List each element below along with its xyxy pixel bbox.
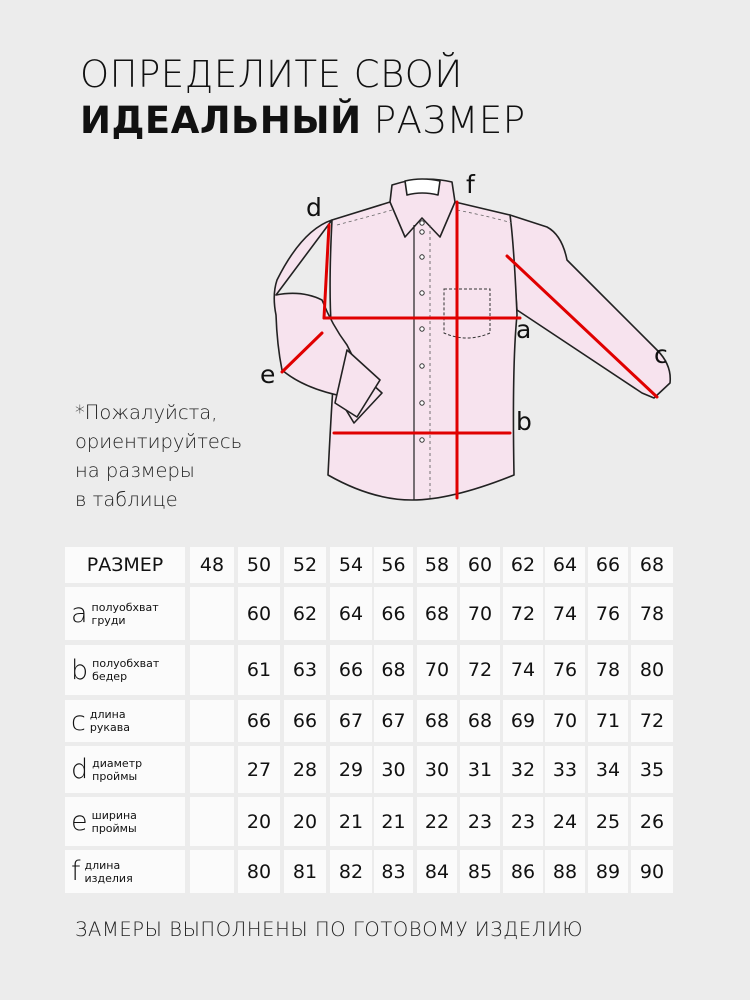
label-b: b — [516, 407, 532, 436]
size-header-cell: 48 — [190, 547, 234, 583]
measurement-description — [92, 601, 159, 627]
measurement-label-cell — [65, 587, 185, 640]
title-line-1: ОПРЕДЕЛИТЕ СВОЙ — [80, 53, 463, 96]
table-value-cell: 85 — [460, 850, 500, 893]
measurement-letter: e — [71, 806, 88, 837]
table-value-cell — [190, 700, 234, 742]
table-value-cell: 69 — [503, 700, 543, 742]
title-regular-word: РАЗМЕР — [361, 99, 526, 142]
table-value-cell: 24 — [545, 797, 585, 846]
table-value-cell: 33 — [545, 746, 585, 793]
table-value-cell: 82 — [330, 850, 372, 893]
table-value-cell: 89 — [588, 850, 628, 893]
table-value-cell: 28 — [284, 746, 326, 793]
table-value-cell: 32 — [503, 746, 543, 793]
description-line: диаметр — [92, 756, 143, 770]
label-f: f — [466, 170, 475, 199]
table-value-cell: 30 — [417, 746, 457, 793]
size-header-cell: 66 — [588, 547, 628, 583]
table-value-cell: 66 — [238, 700, 280, 742]
table-value-cell: 68 — [374, 645, 413, 695]
table-value-cell: 72 — [460, 645, 500, 695]
size-header-cell: 54 — [330, 547, 372, 583]
measurement-description — [92, 809, 137, 835]
footnote — [75, 398, 242, 514]
measurement-description — [92, 757, 142, 783]
size-header-cell: 64 — [545, 547, 585, 583]
table-value-cell: 20 — [284, 797, 326, 846]
measurement-letter: f — [71, 856, 81, 887]
table-value-cell: 78 — [631, 587, 673, 640]
description-line: полуобхват — [92, 657, 160, 670]
table-value-cell: 21 — [330, 797, 372, 846]
table-value-cell: 86 — [503, 850, 543, 893]
table-value-cell: 80 — [238, 850, 280, 893]
table-value-cell: 80 — [631, 645, 673, 695]
table-value-cell: 22 — [417, 797, 457, 846]
label-e: e — [260, 360, 276, 389]
table-value-cell: 66 — [330, 645, 372, 695]
footer-note: ЗАМЕРЫ ВЫПОЛНЕНЫ ПО ГОТОВОМУ ИЗДЕЛИЮ — [75, 918, 584, 941]
table-value-cell: 26 — [631, 797, 673, 846]
measurement-label-cell — [65, 700, 185, 742]
table-value-cell: 61 — [238, 645, 280, 695]
table-value-cell: 21 — [374, 797, 413, 846]
description-line: длина — [84, 858, 121, 872]
footnote-line: ориентируйтесь — [75, 430, 243, 453]
description-line: ширина — [91, 808, 137, 822]
table-value-cell: 76 — [545, 645, 585, 695]
description-line: рукава — [89, 721, 130, 734]
table-value-cell: 23 — [503, 797, 543, 846]
size-header-cell: 58 — [417, 547, 457, 583]
measurement-label-cell — [65, 797, 185, 846]
size-header-cell: 52 — [284, 547, 326, 583]
table-value-cell: 68 — [417, 700, 457, 742]
table-value-cell: 78 — [588, 645, 628, 695]
label-c: c — [654, 340, 668, 369]
footnote-line: на размеры — [75, 459, 195, 482]
page-title — [80, 52, 526, 144]
description-line: бедер — [92, 670, 128, 683]
label-a: a — [516, 315, 532, 344]
table-value-cell: 72 — [503, 587, 543, 640]
table-value-cell: 30 — [374, 746, 413, 793]
table-value-cell: 74 — [503, 645, 543, 695]
description-line: полуобхват — [91, 600, 159, 614]
table-header-label: РАЗМЕР — [65, 547, 185, 583]
description-line: груди — [91, 613, 126, 627]
table-value-cell: 35 — [631, 746, 673, 793]
table-value-cell: 81 — [284, 850, 326, 893]
table-value-cell: 88 — [545, 850, 585, 893]
table-value-cell: 23 — [460, 797, 500, 846]
table-value-cell: 67 — [374, 700, 413, 742]
measurement-letter: a — [71, 598, 88, 629]
table-value-cell: 66 — [284, 700, 326, 742]
table-value-cell: 66 — [374, 587, 413, 640]
description-line: проймы — [92, 769, 138, 783]
table-value-cell: 68 — [417, 587, 457, 640]
footnote-line: в таблице — [75, 488, 178, 511]
table-value-cell: 27 — [238, 746, 280, 793]
table-value-cell: 25 — [588, 797, 628, 846]
size-header-cell: 50 — [238, 547, 280, 583]
table-value-cell — [190, 850, 234, 893]
footnote-line: *Пожалуйста, — [75, 401, 218, 424]
table-value-cell — [190, 645, 234, 695]
table-value-cell: 31 — [460, 746, 500, 793]
table-value-cell: 70 — [460, 587, 500, 640]
measurement-letter: b — [71, 654, 89, 686]
measurement-letter: d — [71, 754, 89, 785]
size-header-cell: 60 — [460, 547, 500, 583]
table-value-cell: 68 — [460, 700, 500, 742]
label-d: d — [306, 193, 322, 222]
table-value-cell: 83 — [374, 850, 413, 893]
table-value-cell — [190, 797, 234, 846]
measurement-label-cell — [65, 645, 185, 695]
description-line: проймы — [91, 821, 137, 835]
table-value-cell: 60 — [238, 587, 280, 640]
shirt-measurement-diagram — [262, 165, 682, 505]
table-value-cell — [190, 587, 234, 640]
measurement-letter: c — [71, 705, 86, 737]
table-value-cell: 70 — [545, 700, 585, 742]
size-header-cell: 56 — [374, 547, 413, 583]
table-value-cell: 84 — [417, 850, 457, 893]
measurement-label-cell — [65, 746, 185, 793]
title-bold-word: ИДЕАЛЬНЫЙ — [80, 99, 362, 142]
table-value-cell: 34 — [588, 746, 628, 793]
measurement-description — [90, 708, 130, 734]
table-value-cell: 63 — [284, 645, 326, 695]
table-value-cell: 20 — [238, 797, 280, 846]
measurement-label-cell — [65, 850, 185, 893]
measurement-description — [92, 657, 159, 683]
shirt-icon — [262, 165, 682, 505]
table-value-cell: 70 — [417, 645, 457, 695]
table-value-cell: 64 — [330, 587, 372, 640]
description-line: длина — [89, 708, 126, 721]
table-value-cell: 62 — [284, 587, 326, 640]
size-header-cell: 62 — [503, 547, 543, 583]
table-value-cell: 29 — [330, 746, 372, 793]
table-value-cell — [190, 746, 234, 793]
table-value-cell: 74 — [545, 587, 585, 640]
title-line-2 — [80, 98, 526, 144]
size-header-cell: 68 — [631, 547, 673, 583]
table-value-cell: 67 — [330, 700, 372, 742]
measurement-description — [85, 859, 133, 885]
table-value-cell: 76 — [588, 587, 628, 640]
table-value-cell: 71 — [588, 700, 628, 742]
table-value-cell: 90 — [631, 850, 673, 893]
description-line: изделия — [84, 871, 133, 885]
table-value-cell: 72 — [631, 700, 673, 742]
